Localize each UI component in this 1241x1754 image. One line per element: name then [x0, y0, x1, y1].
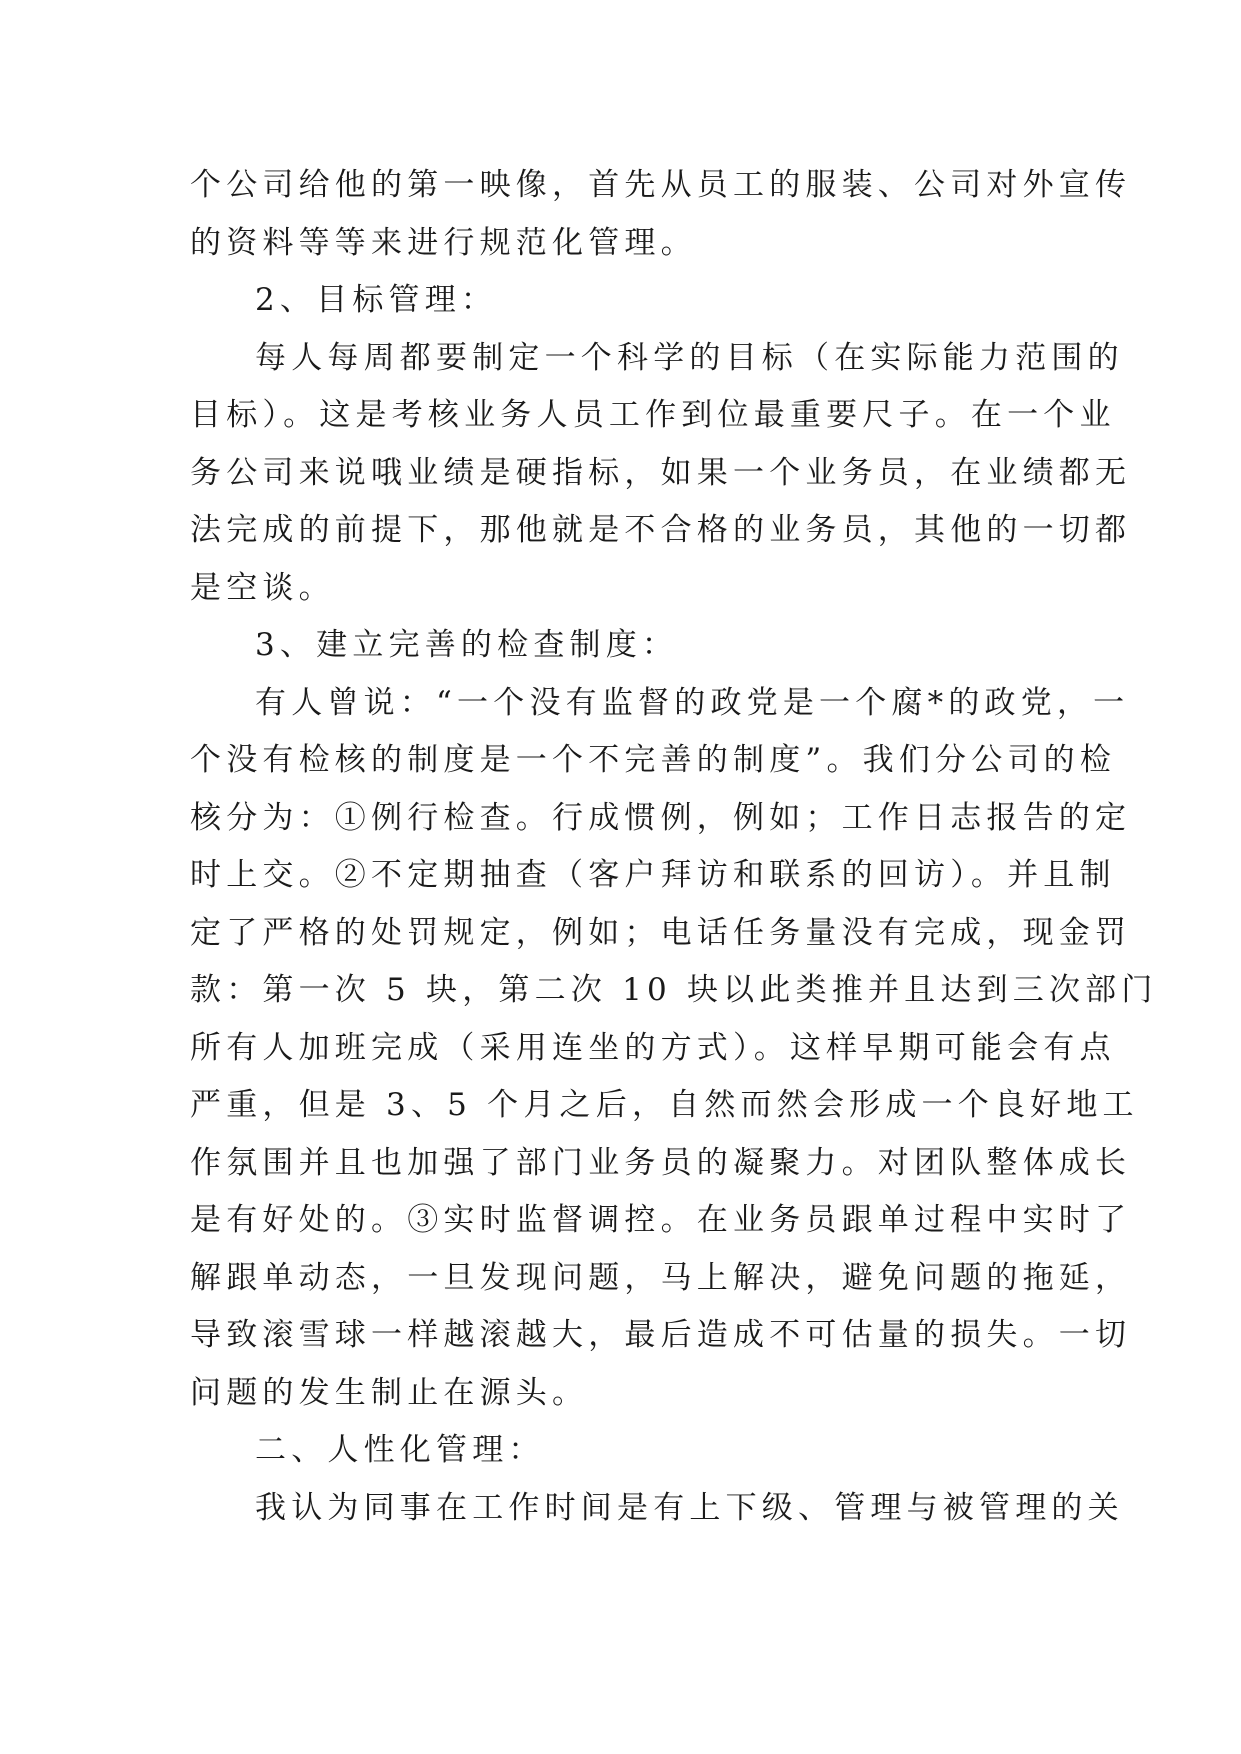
body-line: 时上交。②不定期抽查（客户拜访和联系的回访）。并且制	[190, 857, 1116, 893]
section-heading: 2、目标管理：	[255, 282, 498, 318]
paragraph-first-line: 有人曾说：“一个没有监督的政党是一个腐*的政党，一	[255, 684, 1130, 721]
body-line: 是空谈。	[190, 569, 335, 606]
body-line: 作氛围并且也加强了部门业务员的凝聚力。对团队整体成长	[190, 1144, 1132, 1181]
body-line: 务公司来说哦业绩是硬指标，如果一个业务员，在业绩都无	[190, 454, 1132, 491]
body-line: 的资料等等来进行规范化管理。	[190, 224, 697, 261]
body-line: 核分为：①例行检查。行成惯例，例如；工作日志报告的定	[190, 799, 1132, 836]
paragraph-first-line: 每人每周都要制定一个科学的目标（在实际能力范围的	[255, 339, 1124, 376]
body-line: 导致滚雪球一样越滚越大，最后造成不可估量的损失。一切	[190, 1317, 1132, 1353]
body-line: 所有人加班完成（采用连坐的方式）。这样早期可能会有点	[190, 1029, 1116, 1066]
section-heading: 二、人性化管理：	[255, 1432, 545, 1468]
document-body	[190, 157, 1158, 1537]
body-line: 法完成的前提下，那他就是不合格的业务员，其他的一切都	[190, 512, 1132, 548]
section-heading: 3、建立完善的检查制度：	[255, 627, 679, 663]
body-line: 定了严格的处罚规定，例如；电话任务量没有完成，现金罚	[190, 914, 1132, 951]
body-line: 解跟单动态，一旦发现问题，马上解决，避免问题的拖延，	[190, 1259, 1132, 1296]
body-line: 问题的发生制止在源头。	[190, 1374, 589, 1411]
body-line: 款：第一次 5 块，第二次 10 块以此类推并且达到三次部门	[190, 972, 1158, 1008]
paragraph-first-line: 我认为同事在工作时间是有上下级、管理与被管理的关	[255, 1489, 1124, 1526]
body-line: 是有好处的。③实时监督调控。在业务员跟单过程中实时了	[190, 1202, 1132, 1238]
body-line: 个公司给他的第一映像，首先从员工的服装、公司对外宣传	[190, 167, 1132, 203]
body-line: 严重，但是 3、5 个月之后，自然而然会形成一个良好地工	[190, 1087, 1139, 1123]
body-line: 目标）。这是考核业务人员工作到位最重要尺子。在一个业	[190, 397, 1116, 433]
body-line: 个没有检核的制度是一个不完善的制度”。我们分公司的检	[190, 742, 1117, 778]
